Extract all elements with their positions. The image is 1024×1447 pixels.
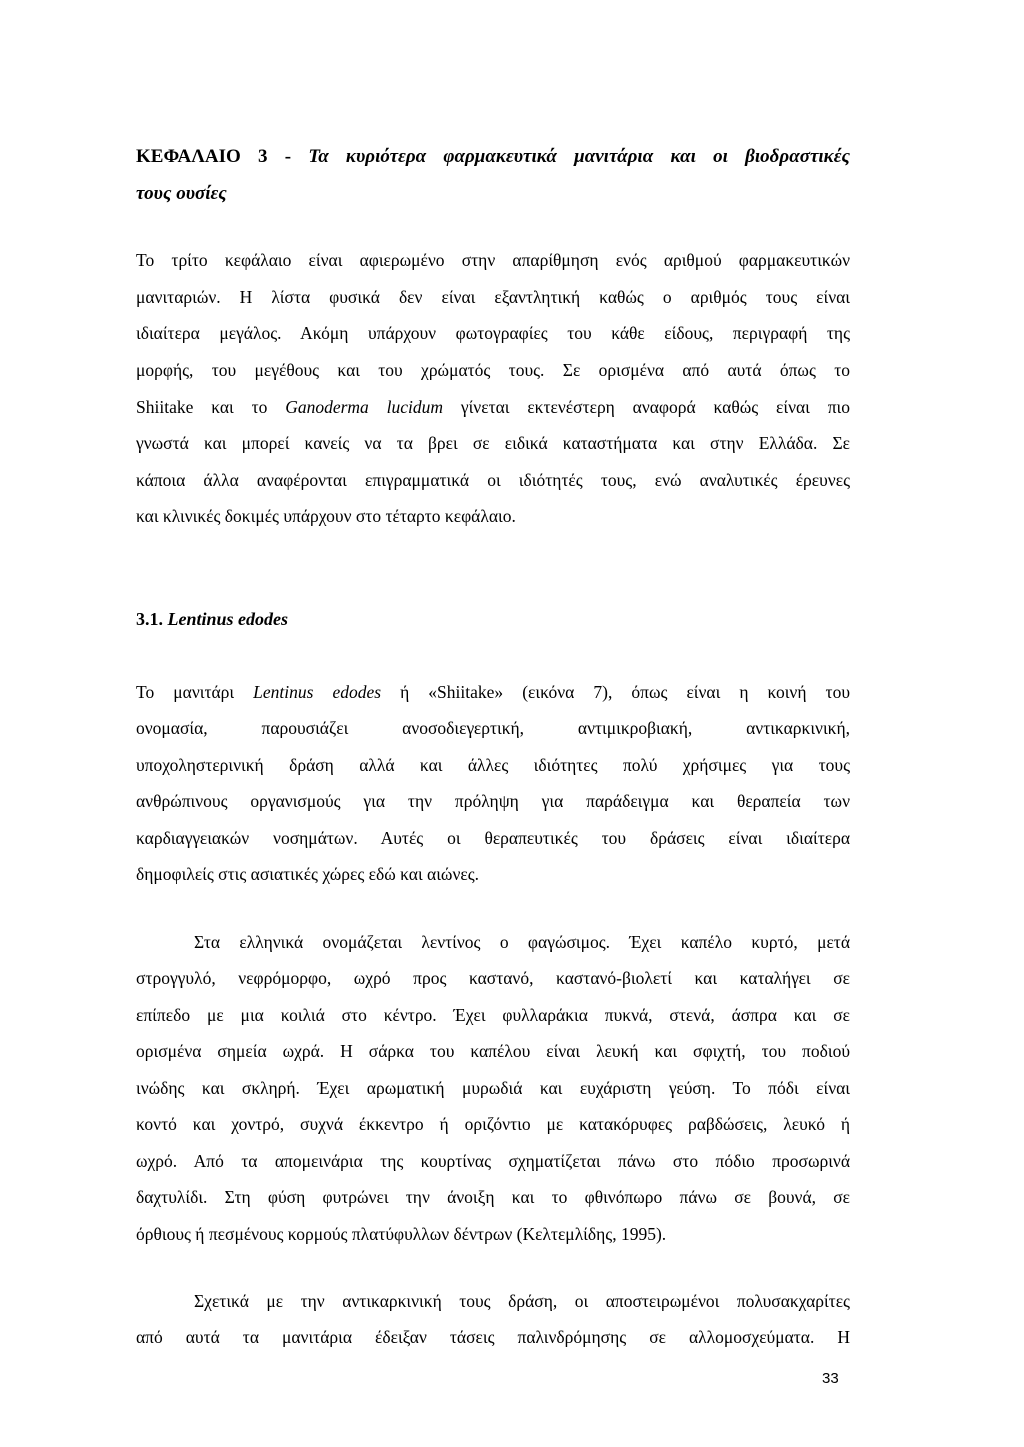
para1-line-2: ονομασία, παρουσιάζει ανοσοδιεγερτική, αντιμικροβιακή, αντικαρκινική, — [136, 718, 850, 738]
section-title: Lentinus edodes — [167, 609, 289, 629]
intro-line-6: γνωστά και μπορεί κανείς να τα βρει σε ειδικά καταστήματα και στην Ελλάδα. Σε — [136, 433, 850, 453]
para3-line-2: από αυτά τα μανιτάρια έδειξαν τάσεις παλινδρόμησης σε αλλομοσχεύματα. Η — [136, 1327, 850, 1347]
intro-line-5-end: γίνεται εκτενέστερη αναφορά καθώς είναι πιο — [443, 397, 850, 417]
intro-line-4: μορφής, του μεγέθους και του χρώματός τους. Σε ορισμένα από αυτά όπως το — [136, 360, 850, 380]
page-number: 33 — [822, 1370, 839, 1387]
section-heading — [136, 609, 850, 629]
species-name-ganoderma: Ganoderma lucidum — [285, 397, 444, 417]
species-name-lentinus: Lentinus edodes — [253, 682, 382, 702]
para1-line-6: δημοφιλείς στις ασιατικές χώρες εδώ και αιώνες. — [136, 864, 480, 884]
document-page — [136, 0, 850, 1447]
intro-line-2: μανιταριών. Η λίστα φυσικά δεν είναι εξαντλητική καθώς ο αριθμός τους είναι — [136, 287, 850, 307]
para1-line-1-start: Το μανιτάρι — [136, 682, 254, 702]
chapter-prefix: ΚΕΦΑΛΑΙΟ 3 - — [136, 147, 309, 167]
intro-line-8: και κλινικές δοκιμές υπάρχουν στο τέταρτο κεφάλαιο. — [136, 506, 516, 526]
para2-line-6: κοντό και χοντρό, συχνά έκκεντρο ή οριζόντιο με κατακόρυφες ραβδώσεις, λευκό ή — [136, 1114, 850, 1134]
chapter-heading-line-2: τους ουσίες — [136, 183, 227, 204]
chapter-heading-line-1 — [136, 147, 850, 167]
para1-line-4: ανθρώπινους οργανισμούς για την πρόληψη για παράδειγμα και θεραπεία των — [136, 791, 850, 811]
para1-line-1-end: ή «Shiitake» (εικόνα 7), όπως είναι η κοινή του — [381, 682, 850, 702]
para2-line-7: ωχρό. Από τα απομεινάρια της κουρτίνας σχηματίζεται πάνω στο πόδιο προσωρινά — [136, 1151, 850, 1171]
chapter-title: Τα κυριότερα φαρμακευτικά μανιτάρια και οι βιοδραστικές — [308, 147, 850, 167]
intro-line-1: Το τρίτο κεφάλαιο είναι αφιερωμένο στην απαρίθμηση ενός αριθμού φαρμακευτικών — [136, 250, 850, 270]
para2-line-1: Στα ελληνικά ονομάζεται λεντίνος ο φαγώσιμος. Έχει καπέλο κυρτό, μετά — [194, 932, 850, 952]
para2-line-9: όρθιους ή πεσμένους κορμούς πλατύφυλλων δέντρων (Κελτεμλίδης, 1995). — [136, 1224, 667, 1244]
para2-line-5: ινώδης και σκληρή. Έχει αρωματική μυρωδιά και ευχάριστη γεύση. Το πόδι είναι — [136, 1078, 850, 1098]
section-number: 3.1. — [136, 609, 168, 629]
para2-line-4: ορισμένα σημεία ωχρά. Η σάρκα του καπέλου είναι λευκή και σφιχτή, του ποδιού — [136, 1041, 850, 1061]
para3-line-1: Σχετικά με την αντικαρκινική τους δράση, οι αποστειρωμένοι πολυσακχαρίτες — [194, 1291, 850, 1311]
intro-line-5-start: Shiitake και το — [136, 397, 286, 417]
intro-line-3: ιδιαίτερα μεγάλος. Ακόμη υπάρχουν φωτογραφίες του κάθε είδους, περιγραφή της — [136, 323, 850, 343]
para2-line-8: δαχτυλίδι. Στη φύση φυτρώνει την άνοιξη και το φθινόπωρο πάνω σε βουνά, σε — [136, 1187, 850, 1207]
para1-line-5: καρδιαγγειακών νοσημάτων. Αυτές οι θεραπευτικές του δράσεις είναι ιδιαίτερα — [136, 828, 850, 848]
para2-line-2: στρογγυλό, νεφρόμορφο, ωχρό προς καστανό, καστανό-βιολετί και καταλήγει σε — [136, 968, 850, 988]
para1-line-3: υποχοληστερινική δράση αλλά και άλλες ιδιότητες πολύ χρήσιμες για τους — [136, 755, 850, 775]
intro-line-5 — [136, 397, 850, 417]
para1-line-1 — [136, 682, 850, 702]
intro-line-7: κάποια άλλα αναφέρονται επιγραμματικά οι ιδιότητές τους, ενώ αναλυτικές έρευνες — [136, 470, 850, 490]
para2-line-3: επίπεδο με μια κοιλιά στο κέντρο. Έχει φυλλαράκια πυκνά, στενά, άσπρα και σε — [136, 1005, 850, 1025]
